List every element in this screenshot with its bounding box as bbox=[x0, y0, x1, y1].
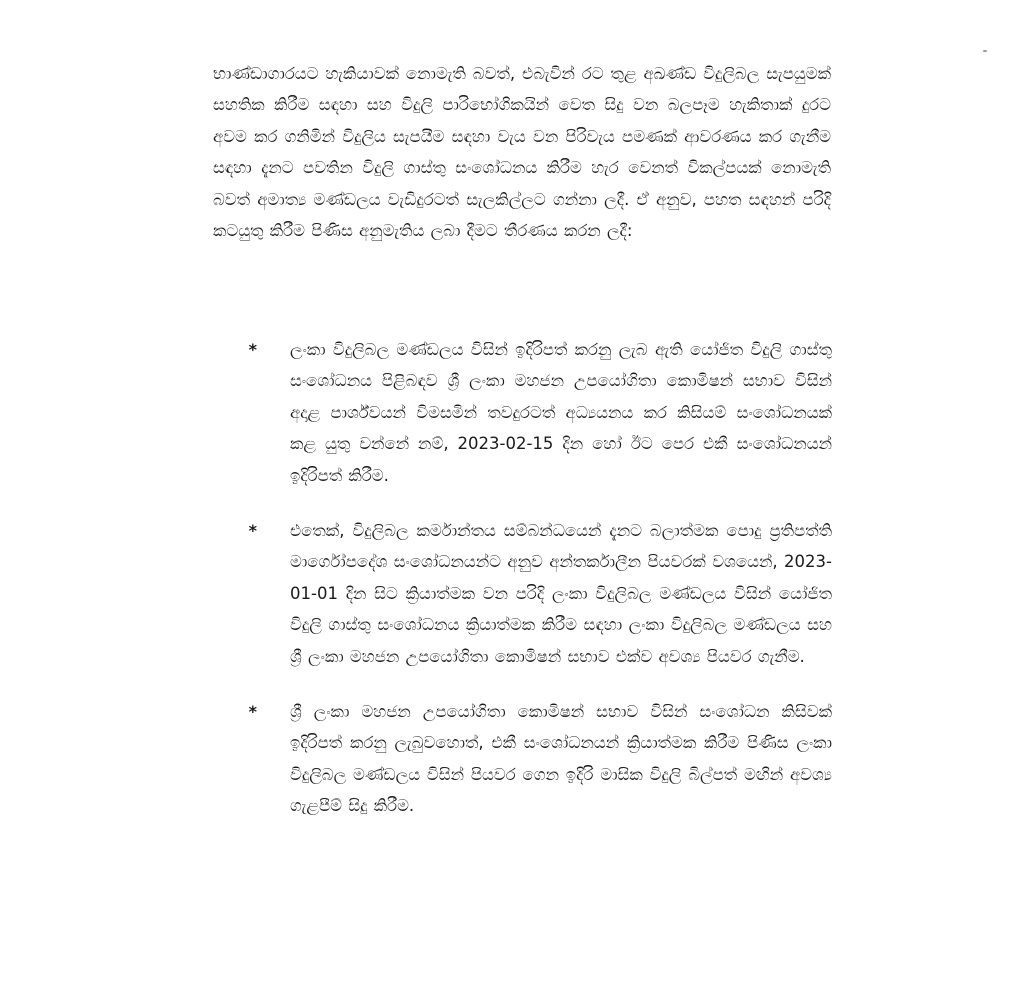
asterisk-bullet-icon: * bbox=[248, 340, 258, 359]
bullet-item-2 bbox=[248, 515, 832, 672]
asterisk-bullet-icon: * bbox=[248, 521, 258, 541]
bullet-text-2: එතෙක්, විදුලිබල කර්මාන්තය සම්බන්ධයෙන් දැනට බලාත්මක පොදු ප්‍රතිපත්ති මාර්ගෝපදේශ සංශෝධනයන්ට අනුව අන්තර්කාලීන පියවරක් වශයෙන්, 2023-01-01 දින සිට ක්‍රියාත්මක වන පරිදි ලංකා විදුලිබල මණ්ඩලය විසින් යෝජිත විදුලි ගාස්තු සංශෝධනය ක්‍රියාත්මක කිරීම සඳහා ලංකා විදුලිබල මණ්ඩලය සහ ශ්‍රී ලංකා මහජන උපයෝගිතා කොමිෂන් සභාව එක්ව අවශ්‍ය පියවර ගැනීම. bbox=[290, 521, 832, 666]
bullet-item-3 bbox=[248, 696, 832, 822]
bullet-text-3: ශ්‍රී ලංකා මහජන උපයෝගිතා කොමිෂන් සභාව විසින් සංශෝධන කිසිවක් ඉදිරිපත් කරනු ලැබුවහොත්, එකී සංශෝධනයන් ක්‍රියාත්මක කිරීම පිණිස ලංකා විදුලිබල මණ්ඩලය විසින් පියවර ගෙන ඉදිරි මාසික විදුලි බිල්පත් මඟින් අවශ්‍ය ගැළපීම් සිදු කිරීම. bbox=[290, 702, 832, 816]
bullet-item-1 bbox=[248, 334, 832, 491]
asterisk-bullet-icon: * bbox=[248, 702, 258, 722]
intro-paragraph: භාණ්ඩාගාරයට හැකියාවක් නොමැති බවත්, එබැවින් රට තුළ අඛණ්ඩ විදුලිබල සැපයුමක් සහතික කිරීම සඳහා සහ විදුලි පාරිභෝගිකයින් වෙත සිදු වන බලපෑම හැකිතාක් දුරට අවම කර ගනිමින් විදුලිය සැපයීම සඳහා වැය වන පිරිවැය පමණක් ආවරණය කර ගැනීම සඳහා දැනට පවතින විදුලි ගාස්තු සංශෝධනය කිරීම හැර වෙනත් විකල්පයක් නොමැති බවත් අමාත්‍ය මණ්ඩලය වැඩිදුරටත් සැලකිල්ලට ගන්නා ලදී. ඒ අනුව, පහත සඳහන් පරිදි කටයුතු කිරීම පිණිස අනුමැතිය ලබා දීමට තීරණය කරන ලදී: bbox=[213, 64, 831, 241]
bullet-text-1: ලංකා විදුලිබල මණ්ඩලය විසින් ඉදිරිපත් කරනු ලැබ ඇති යෝජිත විදුලි ගාස්තු සංශෝධනය පිළිබඳව ශ්‍රී ලංකා මහජන උපයෝගිතා කොමිෂන් සභාව විසින් අදාළ පාර්ශ්වයන් විමසමින් තවදුරටත් අධ්‍යයනය කර කිසියම් සංශෝධනයක් කළ යුතු වන්නේ නම්, 2023-02-15 දින හෝ ඊට පෙර එකී සංශෝධනයන් ඉදිරිපත් කිරීම. bbox=[290, 340, 832, 485]
decision-bullet-list bbox=[248, 334, 832, 822]
scan-speck bbox=[983, 50, 987, 52]
